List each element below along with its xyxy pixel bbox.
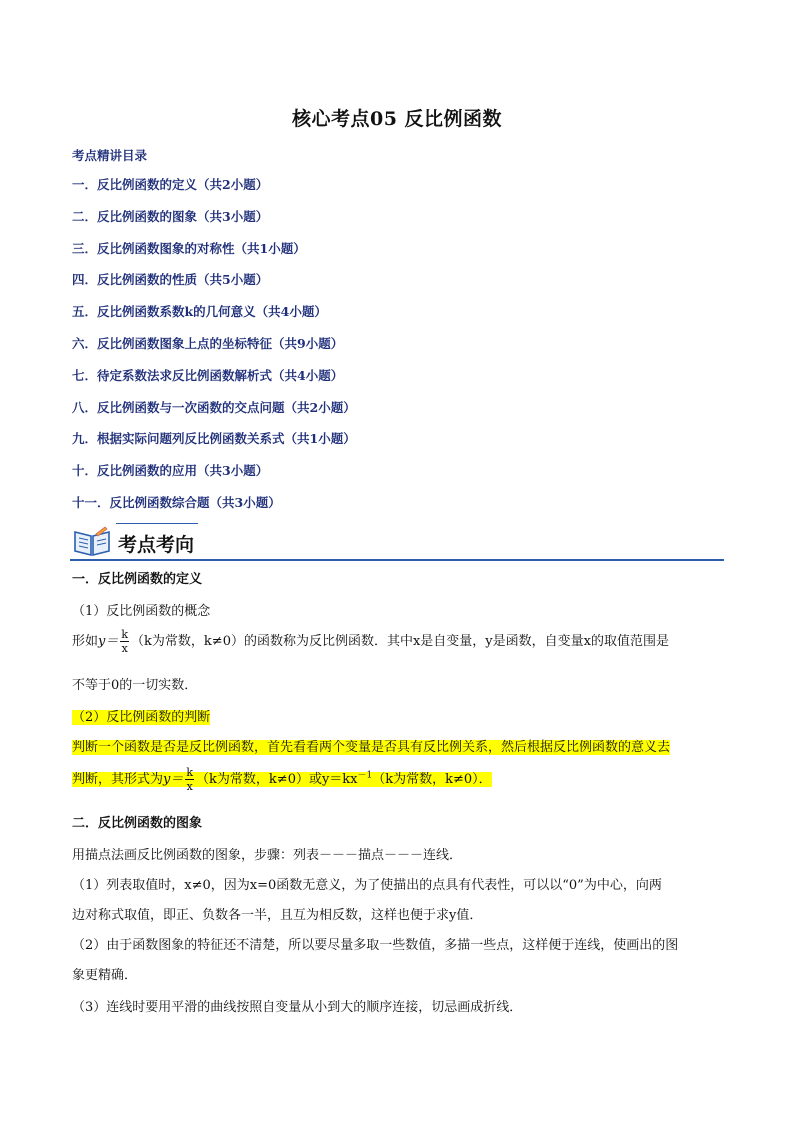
banner-title: 考点考向 [118, 534, 195, 556]
highlight-span [72, 766, 492, 793]
toc-item: 六．反比例函数图象上点的坐标特征（共9小题） [72, 335, 344, 351]
formula-y: y＝ [163, 772, 184, 787]
fraction-k-over-x [120, 628, 129, 655]
toc-item: 四．反比例函数的性质（共5小题） [72, 272, 269, 288]
highlight-span: （2）反比例函数的判断 [72, 710, 211, 725]
judge-middle: （k为常数，k≠0）或y＝kx [196, 772, 358, 787]
fraction-numerator: k [186, 766, 194, 779]
paragraph: （2）由于函数图象的特征还不清楚，所以要尽量多取一些数值，多描一些点，这样便于连线，使画出的图 [72, 938, 679, 953]
toc-item: 十一．反比例函数综合题（共3小题） [72, 494, 281, 510]
subheading-highlighted [72, 706, 210, 725]
subheading: （1）反比例函数的概念 [72, 604, 211, 619]
banner-rule [70, 559, 724, 561]
open-book-icon [72, 524, 112, 558]
highlight-span: 判断一个函数是否是反比例函数，首先看看两个变量是否具有反比例关系，然后根据反比例函数的意义去 [72, 740, 671, 755]
toc-item: 九．根据实际问题列反比例函数关系式（共1小题） [72, 431, 356, 447]
section-banner [70, 520, 724, 564]
section-heading: 二．反比例函数的图象 [72, 816, 203, 831]
toc-item: 十．反比例函数的应用（共3小题） [72, 463, 269, 479]
paragraph: 边对称式取值，即正、负数各一半，且互为相反数，这样也便于求y值． [72, 908, 483, 923]
formula-y: y＝ [98, 634, 119, 649]
paragraph: （3）连线时要用平滑的曲线按照自变量从小到大的顺序连接，切忌画成折线． [72, 1000, 523, 1015]
fraction-denominator: x [186, 780, 193, 793]
fraction-k-over-x [185, 766, 194, 793]
paragraph: 用描点法画反比例函数的图象，步骤：列表－－－描点－－－连线． [72, 848, 463, 863]
section-heading: 一．反比例函数的定义 [72, 572, 203, 587]
judge-line [72, 736, 670, 755]
toc-item: 七．待定系数法求反比例函数解析式（共4小题） [72, 367, 344, 383]
judge-prefix: 判断，其形式为 [72, 772, 164, 787]
fraction-denominator: x [121, 642, 128, 655]
page-title: 核心考点05 反比例函数 [291, 108, 503, 130]
paragraph: 象更精确． [72, 968, 138, 983]
toc-item: 八．反比例函数与一次函数的交点问题（共2小题） [72, 399, 356, 415]
banner-top-rule [116, 523, 198, 524]
definition-line [72, 628, 669, 655]
toc-item: 三．反比例函数图象的对称性（共1小题） [72, 240, 306, 256]
paragraph: （1）列表取值时，x≠0，因为x=0函数无意义，为了使描出的点具有代表性，可以以“0”为中心，向两 [72, 878, 662, 893]
exponent: －1 [357, 770, 373, 781]
toc-heading: 考点精讲目录 [72, 148, 148, 163]
toc-item: 二．反比例函数的图象（共3小题） [72, 208, 269, 224]
toc-item: 一．反比例函数的定义（共2小题） [72, 177, 269, 192]
toc-list [72, 174, 356, 524]
fraction-numerator: k [121, 628, 129, 641]
definition-condition: （k为常数，k≠0）的函数称为反比例函数．其中x是自变量，y是函数，自变量x的取值范围是 [131, 634, 669, 649]
definition-prefix: 形如 [72, 634, 99, 649]
toc-item: 五．反比例函数系数k的几何意义（共4小题） [72, 304, 327, 320]
judge-end: （k为常数，k≠0）． [372, 772, 492, 787]
judge-formula-line [72, 766, 492, 793]
definition-continuation: 不等于0的一切实数． [72, 678, 198, 693]
